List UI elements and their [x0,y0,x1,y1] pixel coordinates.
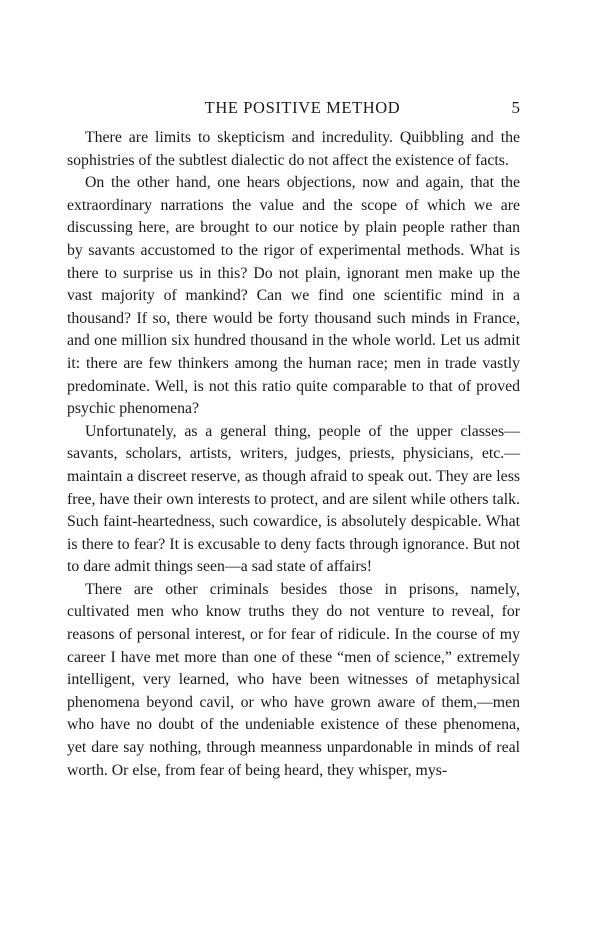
chapter-title: THE POSITIVE METHOD [204,98,401,117]
paragraph-3: Unfortunately, as a general thing, people of the upper classes—savants, scholars, artists, writers, judges, priests, physicians, etc.—maintain a discreet reserve, as though afraid to speak out. They are less free, have their own interests to protect, and are silent while others talk. Such faint-heartedness, such cowardice, is absolutely despicable. What is there to fear? It is excusable to deny facts through ignorance. But not to dare admit things seen—a sad state of affairs! [67,422,520,576]
running-head [67,96,520,120]
paragraph-1: There are limits to skepticism and incredulity. Quibbling and the sophistries of the subtlest dialectic do not affect the existence of facts. [67,129,520,169]
paragraph-4: There are other criminals besides those in prisons, namely, cultivated men who know truths they do not venture to reveal, for reasons of personal interest, or for fear of ridicule. In the course of my career I have met more than one of these “men of science,” extremely intelligent, very learned, who have been witnesses of metaphysical phenomena beyond cavil, or who have grown aware of them,—men who have no doubt of the undeniable existence of these phenomena, yet dare say nothing, through meanness unpardonable in minds of real worth. Or else, from fear of being heard, they whisper, mys- [67,580,520,779]
page-number: 5 [511,98,520,117]
paragraph-2: On the other hand, one hears objections, now and again, that the extraordinary narrations the value and the scope of which we are discussing here, are brought to our notice by plain people rather than by savants accustomed to the rigor of experimental methods. What is there to surprise us in this? Do not plain, ignorant men make up the vast majority of mankind? Can we find one scientific mind in a thousand? If so, there would be forty thousand such minds in France, and one million six hundred thousand in the whole world. Let us admit it: there are few thinkers among the human race; men in trade vastly predominate. Well, is not this ratio quite comparable to that of proved psychic phenomena? [67,174,520,418]
book-page [67,96,520,782]
